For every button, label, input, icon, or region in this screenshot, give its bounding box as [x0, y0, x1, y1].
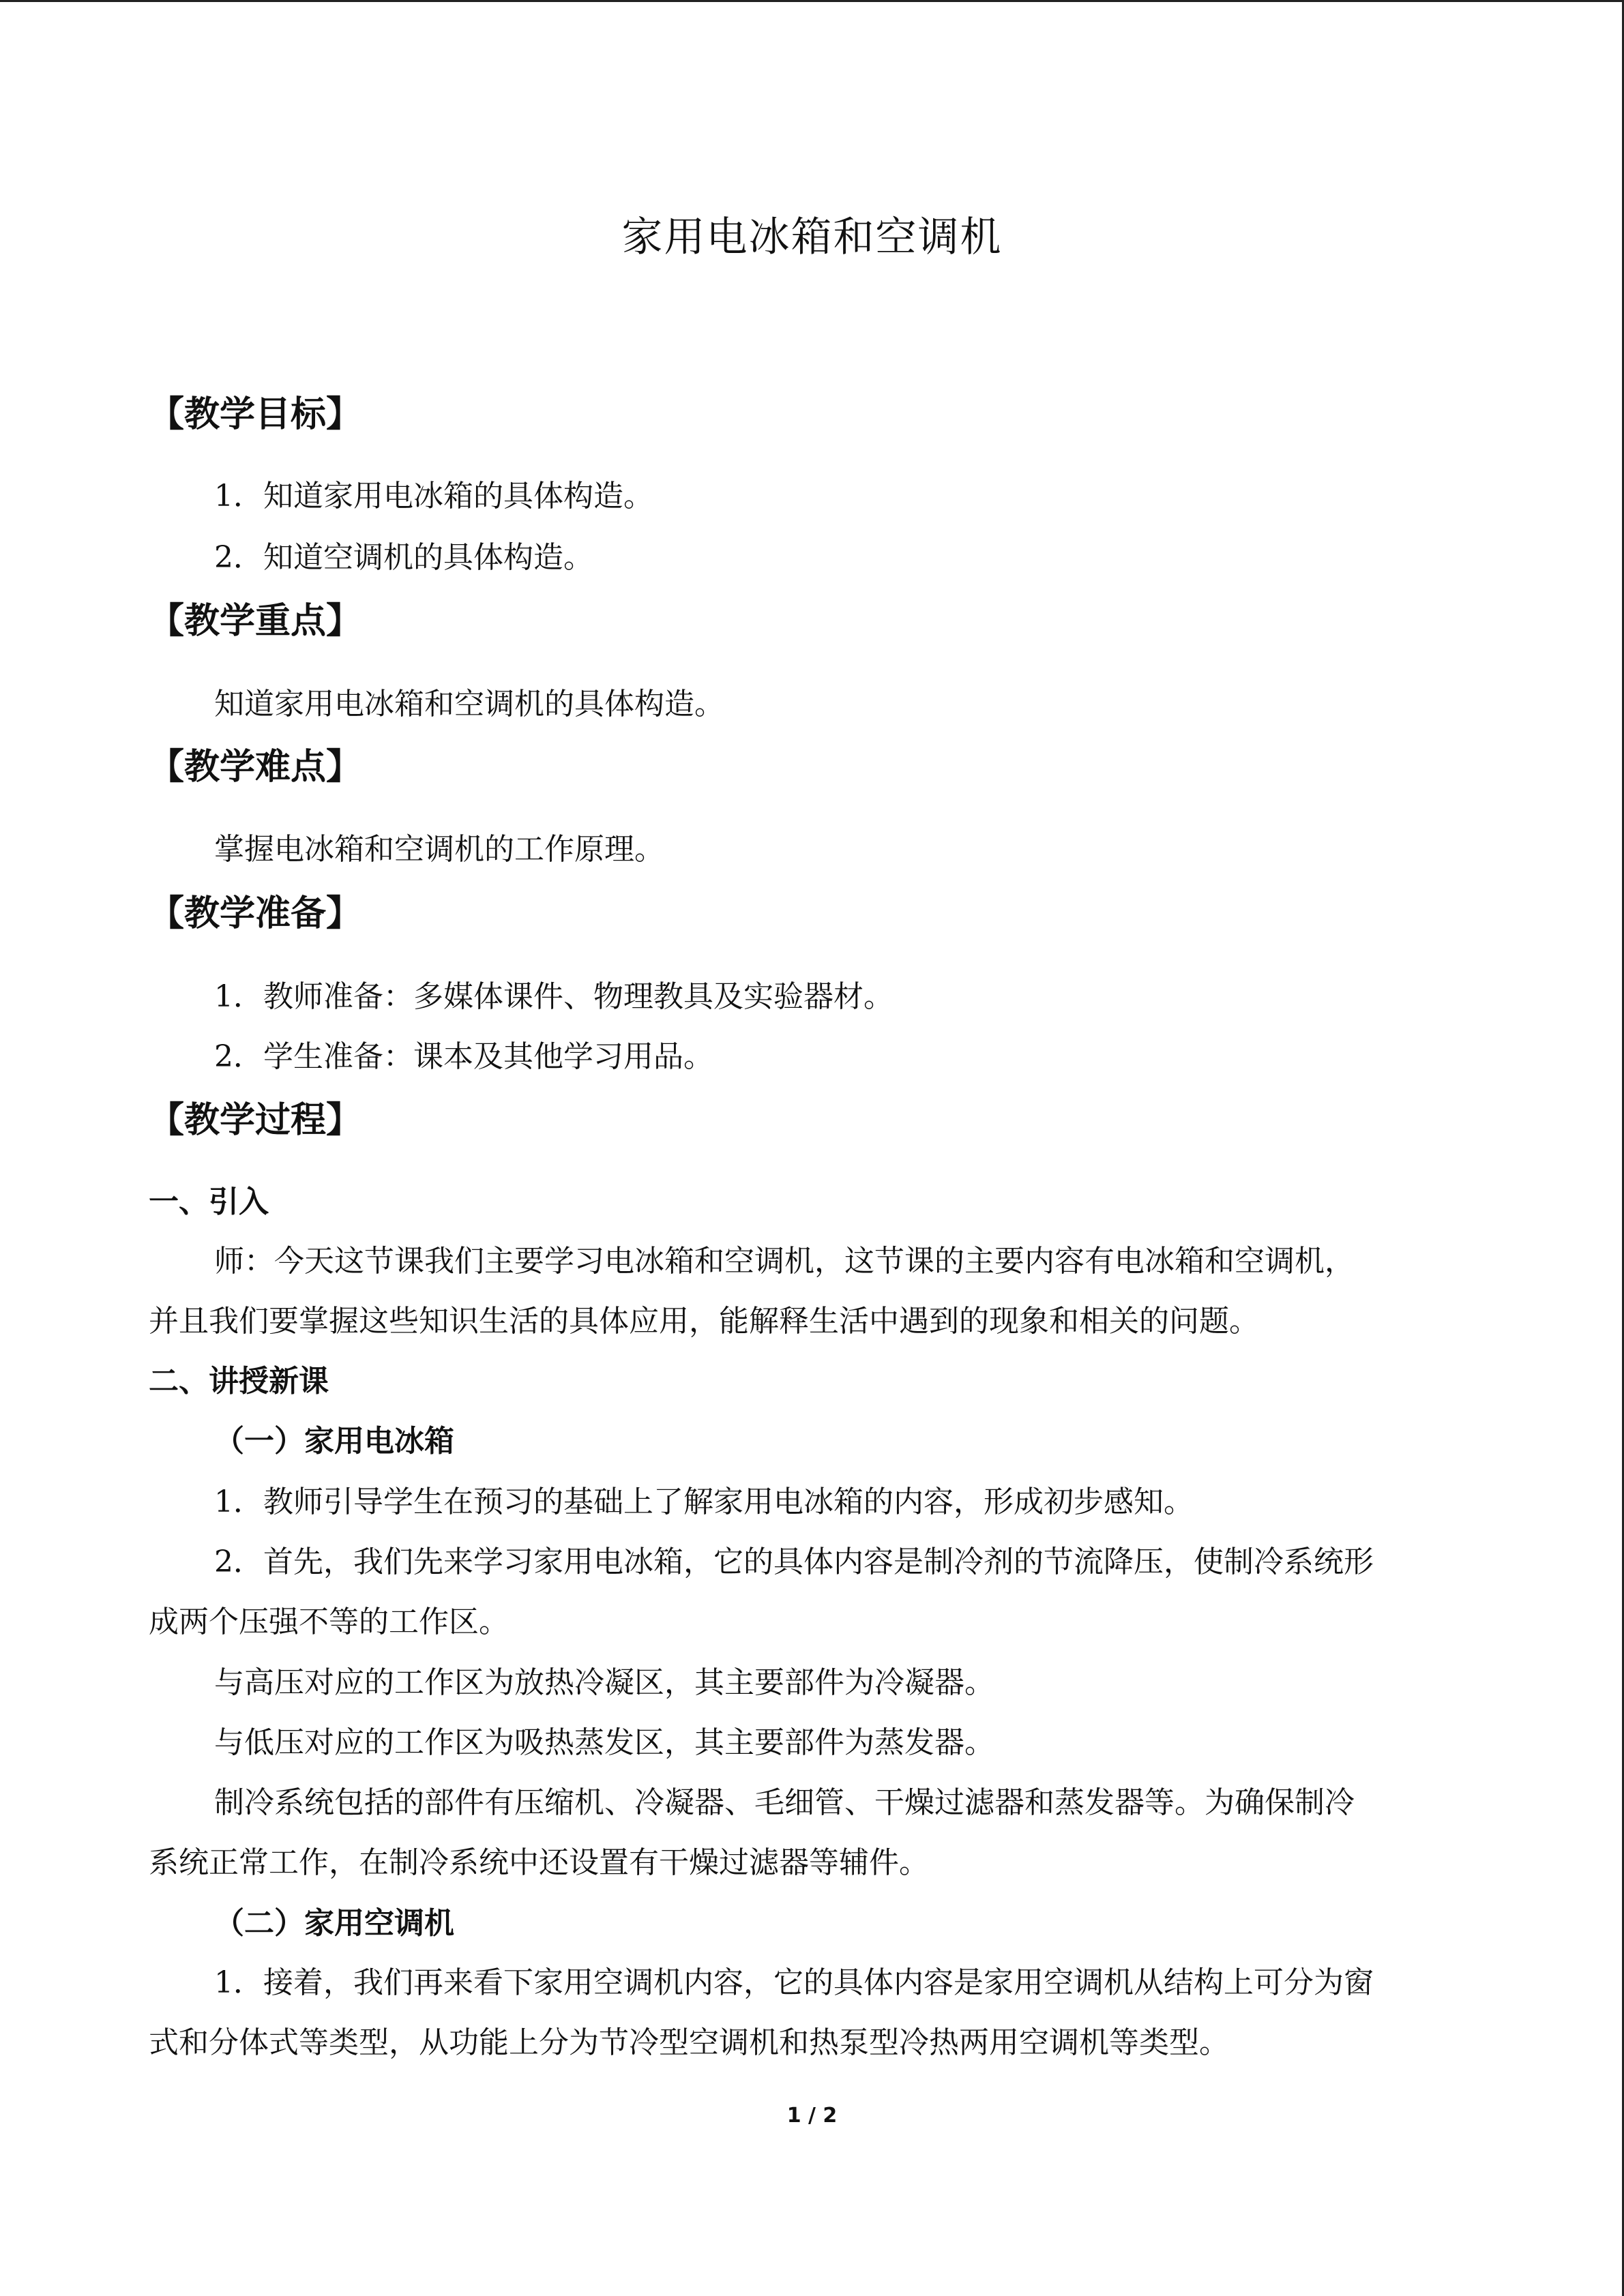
goal-item-1: 1．知道家用电冰箱的具体构造。 — [214, 479, 653, 513]
fridge-line-7: 系统正常工作，在制冷系统中还设置有干燥过滤器等辅件。 — [149, 1845, 929, 1880]
preparation-item-1: 1．教师准备：多媒体课件、物理教具及实验器材。 — [214, 979, 894, 1014]
fridge-line-5: 与低压对应的工作区为吸热蒸发区，其主要部件为蒸发器。 — [214, 1725, 994, 1760]
page-number: 1 / 2 — [786, 2104, 838, 2128]
fridge-heading: （一）家用电冰箱 — [214, 1424, 454, 1459]
keypoints-text: 知道家用电冰箱和空调机的具体构造。 — [214, 687, 724, 721]
section-heading-process: 【教学过程】 — [149, 1100, 362, 1141]
fridge-line-4: 与高压对应的工作区为放热冷凝区，其主要部件为冷凝器。 — [214, 1665, 994, 1700]
intro-line-1: 师：今天这节课我们主要学习电冰箱和空调机，这节课的主要内容有电冰箱和空调机， — [214, 1244, 1355, 1279]
intro-line-2: 并且我们要掌握这些知识生活的具体应用，能解释生活中遇到的现象和相关的问题。 — [149, 1304, 1259, 1339]
fridge-line-3: 成两个压强不等的工作区。 — [149, 1605, 509, 1639]
preparation-item-2: 2．学生准备：课本及其他学习用品。 — [214, 1039, 713, 1074]
newlesson-heading: 二、讲授新课 — [149, 1364, 329, 1399]
section-heading-goals: 【教学目标】 — [149, 394, 362, 435]
section-heading-difficulties: 【教学难点】 — [149, 747, 362, 788]
page-title: 家用电冰箱和空调机 — [621, 213, 1003, 261]
fridge-line-2: 2．首先，我们先来学习家用电冰箱，它的具体内容是制冷剂的节流降压，使制冷系统形 — [214, 1545, 1374, 1579]
fridge-line-6: 制冷系统包括的部件有压缩机、冷凝器、毛细管、干燥过滤器和蒸发器等。为确保制冷 — [214, 1785, 1355, 1820]
intro-heading: 一、引入 — [149, 1184, 269, 1219]
ac-heading: （二）家用空调机 — [214, 1906, 454, 1941]
section-heading-keypoints: 【教学重点】 — [149, 601, 362, 642]
fridge-line-1: 1．教师引导学生在预习的基础上了解家用电冰箱的内容，形成初步感知。 — [214, 1485, 1194, 1519]
ac-line-1: 1．接着，我们再来看下家用空调机内容，它的具体内容是家用空调机从结构上可分为窗 — [214, 1965, 1374, 2000]
section-heading-preparation: 【教学准备】 — [149, 893, 362, 934]
goal-item-2: 2．知道空调机的具体构造。 — [214, 540, 593, 575]
difficulties-text: 掌握电冰箱和空调机的工作原理。 — [214, 832, 664, 867]
ac-line-2: 式和分体式等类型，从功能上分为节冷型空调机和热泵型冷热两用空调机等类型。 — [149, 2025, 1229, 2060]
